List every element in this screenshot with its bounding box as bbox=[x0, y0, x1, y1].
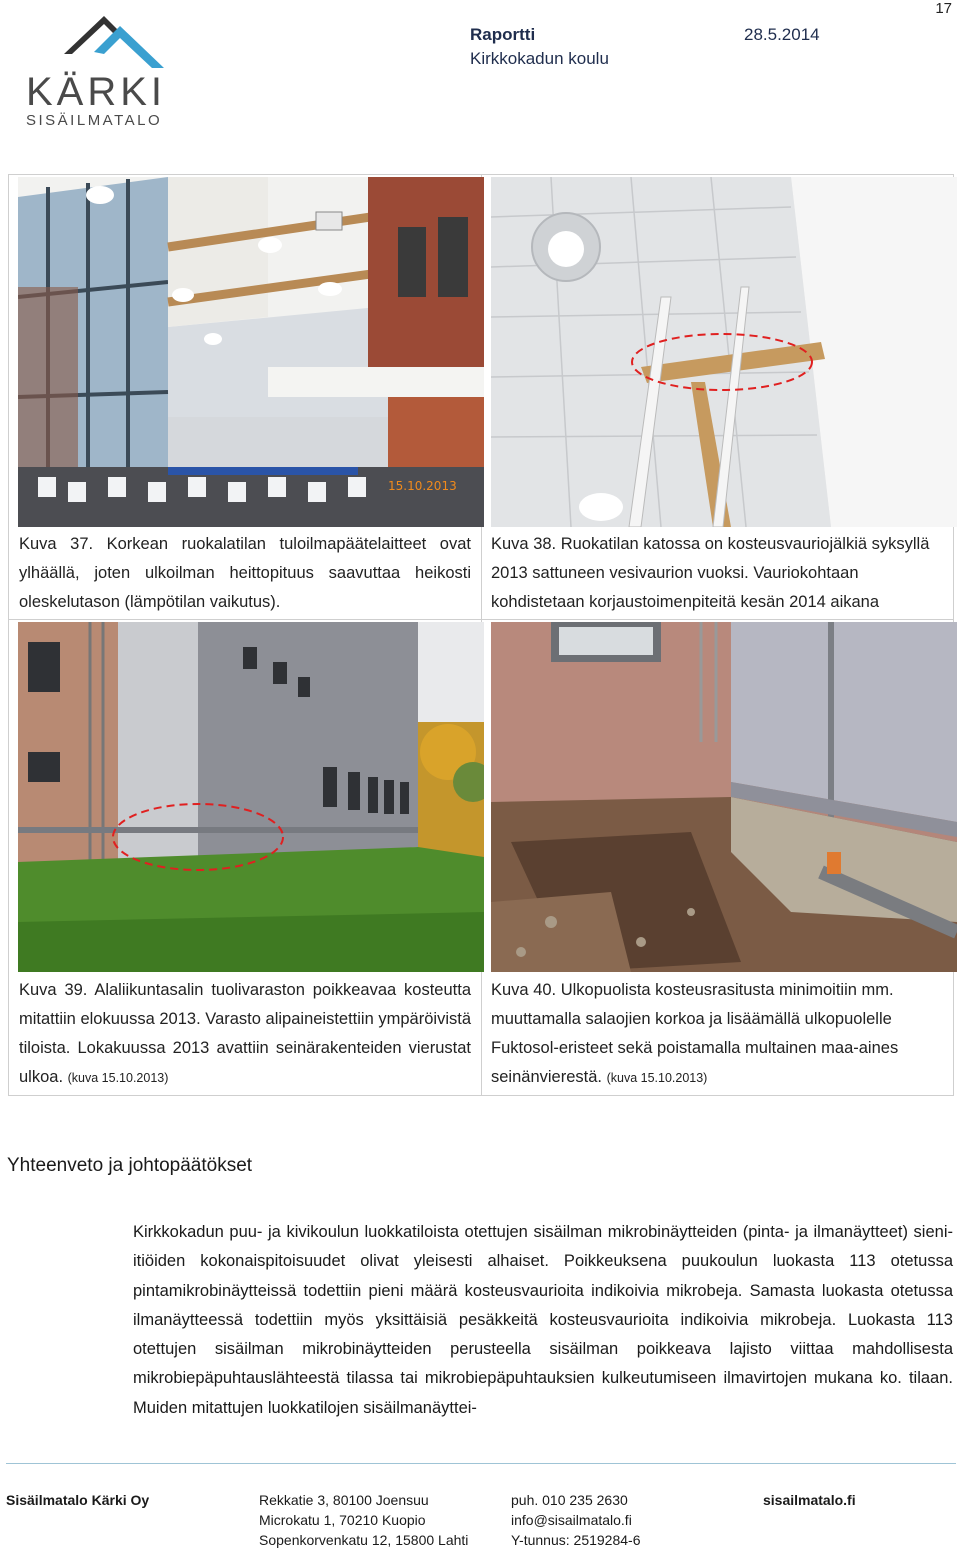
footer-phone: puh. 010 235 2630 bbox=[511, 1492, 628, 1508]
page-number: 17 bbox=[935, 0, 952, 17]
photo-building-exterior bbox=[18, 622, 484, 972]
section-title: Yhteenveto ja johtopäätökset bbox=[7, 1155, 253, 1176]
photo-caption-40 bbox=[491, 976, 951, 1093]
report-subtitle: Kirkkokadun koulu bbox=[470, 49, 609, 68]
section-body: Kirkkokadun puu- ja kivikoulun luokkatiloista otettujen sisäilman mikrobinäytteiden (pinta- ja ilmanäytteet) sieni-itiöiden kokonaispitoisuudet olivat yleisesti alhaiset. Poikkeuksena puukoulun luokasta 113 otetussa pintamikrobinäytteissä todettiin pieni määrä kosteusvaurioita indikoivia mikrobeja. Samasta luokasta otetussa ilmanäytteessä todettiin myös yksittäisiä pesäkkeitä kosteusvaurioita indikoivia mikrobeja. Luokasta 113 otettujen sisäilman mikrobinäytteiden perusteella sisäilman poikkeava lajisto viittaa mahdollisesta mikrobiepäpuhtauslähteestä tilassa tai mikrobiepäpuhtauksien kulkeutumiseen ilmavirtojen mukana ko. tilaan. Muiden mitattujen luokkatilojen sisäilmanäyttei- bbox=[133, 1223, 953, 1417]
company-logo bbox=[24, 12, 179, 129]
photo-caption-37: Kuva 37. Korkean ruokalatilan tuloilmapäätelaitteet ovat ylhäällä, joten ulkoilman heittopituus saavuttaa heikosti oleskelutason (lämpötilan vaikutus). bbox=[19, 535, 471, 611]
photo-excavation bbox=[491, 622, 957, 972]
footer-address-lahti: Sopenkorvenkatu 12, 15800 Lahti bbox=[259, 1532, 469, 1548]
footer-divider bbox=[6, 1463, 956, 1464]
house-roof-icon bbox=[64, 12, 164, 68]
photo-date-stamp: 15.10.2013 bbox=[388, 479, 457, 493]
footer-addresses bbox=[259, 1490, 468, 1550]
footer-address-joensuu: Rekkatie 3, 80100 Joensuu bbox=[259, 1492, 429, 1508]
footer-company: Sisäilmatalo Kärki Oy bbox=[6, 1492, 150, 1508]
caption-40-note: (kuva 15.10.2013) bbox=[606, 1071, 708, 1085]
caption-39-note: (kuva 15.10.2013) bbox=[67, 1071, 169, 1085]
caption-39-text: Kuva 39. Alaliikuntasalin tuolivaraston poikkeavaa kosteutta mitattiin elokuussa 2013. Varasto alipaineistettiin ympäröivistä tiloista. Lokakuussa 2013 avattiin seinärakenteiden vierustat ulkoa. bbox=[19, 981, 471, 1086]
footer-website-link[interactable]: sisailmatalo.fi bbox=[763, 1492, 856, 1508]
photo-dining-hall bbox=[18, 177, 484, 527]
photo-caption-38: Kuva 38. Ruokatilan katossa on kosteusvauriojälkiä syksyllä 2013 sattuneen vesivaurion vuoksi. Vauriokohtaan kohdistetaan korjaustoimenpiteitä kesän 2014 aikana bbox=[491, 535, 930, 611]
footer-business-id: Y-tunnus: 2519284-6 bbox=[511, 1532, 641, 1548]
caption-40-text: Kuva 40. Ulkopuolista kosteusrasitusta minimoitiin mm. muuttamalla salaojien korkoa ja lisäämällä ulkopuolelle Fuktosol-eristeet sekä poistamalla multainen maa-aines seinänvierestä. bbox=[491, 981, 899, 1086]
logo-subtitle: SISÄILMATALO bbox=[26, 112, 163, 129]
report-date: 28.5.2014 bbox=[744, 25, 820, 44]
table-divider-row bbox=[9, 619, 953, 620]
footer-address-kuopio: Microkatu 1, 70210 Kuopio bbox=[259, 1512, 426, 1528]
photo-caption-39 bbox=[19, 976, 471, 1093]
photo-table bbox=[8, 174, 954, 1096]
footer-email[interactable]: info@sisailmatalo.fi bbox=[511, 1512, 632, 1528]
footer-contacts bbox=[511, 1490, 640, 1550]
logo-wordmark: KÄRKI bbox=[26, 70, 167, 114]
report-title: Raportti bbox=[470, 25, 536, 44]
photo-ceiling-damage bbox=[491, 177, 957, 527]
